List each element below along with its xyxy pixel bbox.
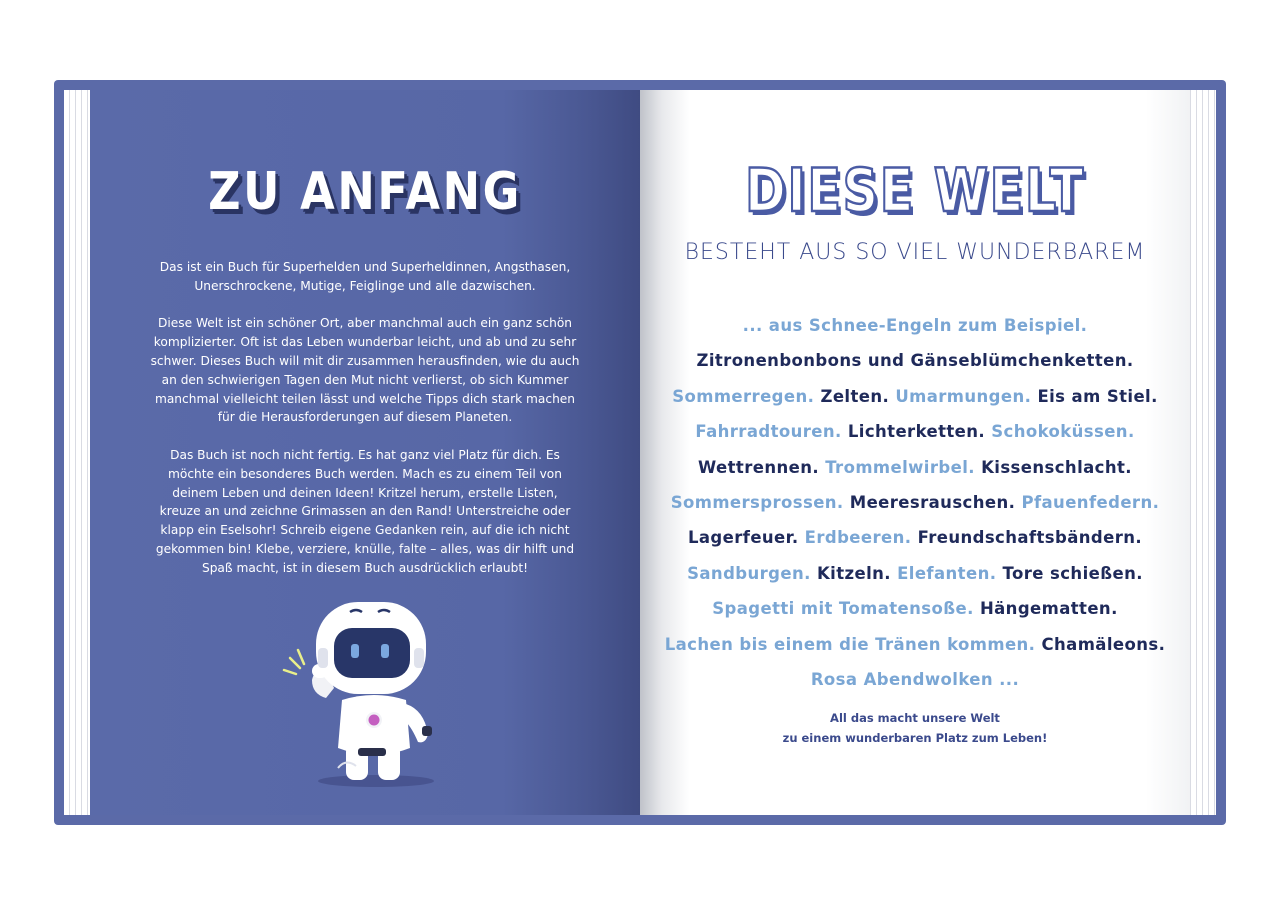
wonder-item: Rosa Abendwolken ... — [810, 670, 1020, 690]
right-page-subtitle: BESTEHT AUS SO VIEL WUNDERBAREM — [684, 240, 1146, 265]
intro-paragraph-1: Das ist ein Buch für Superhelden und Superheldinnen, Angsthasen, Unerschrockene, Mutige, Feiglinge und alle dazwischen. — [159, 260, 571, 293]
wonder-item: Erdbeeren. — [804, 528, 912, 548]
wonder-item: Elefanten. — [897, 563, 997, 583]
wonder-item: Fahrradtouren. — [695, 422, 842, 442]
wonder-item: Chamäleons. — [1041, 634, 1166, 654]
wonder-item: Trommelwirbel. — [825, 457, 975, 477]
right-page-edges — [1190, 90, 1216, 815]
wonder-line — [640, 485, 1190, 520]
wonder-item: Freundschaftsbändern. — [917, 528, 1143, 548]
left-page-title: ZU ANFANG — [208, 162, 522, 222]
wonder-line — [640, 662, 1190, 697]
left-page — [90, 90, 640, 815]
closing-text — [640, 708, 1190, 748]
wonder-item: Spagetti mit Tomatensoße. — [712, 599, 974, 619]
wonder-item: Lagerfeuer. — [687, 528, 799, 548]
wonder-item: Hängematten. — [979, 599, 1118, 619]
wonder-item: Pfauenfedern. — [1021, 493, 1160, 513]
left-page-edges — [64, 90, 90, 815]
robot-illustration — [278, 598, 468, 793]
closing-line-1: All das macht unsere Welt — [830, 711, 1000, 725]
wonder-item: Kitzeln. — [816, 563, 891, 583]
wonder-item: Sommersprossen. — [670, 493, 844, 513]
wonder-item: Sandburgen. — [687, 563, 811, 583]
wonder-list — [640, 308, 1190, 697]
wonder-item: Lichterketten. — [847, 422, 986, 442]
left-page-text — [150, 258, 580, 596]
wonder-item: Zelten. — [820, 386, 890, 406]
intro-paragraph-3: Das Buch ist noch nicht fertig. Es hat ganz viel Platz für dich. Es möchte ein besonderes Buch werden. Mach es zu einem Teil von deinem Leben und deinen Ideen! Kritzel herum, erstelle Listen, kreuze an und zeichne Grimassen an den Rand! Unterstreiche oder klapp ein Eselsohr! Schreib eigene Gedanken rein, auf die ich nicht gekommen bin! Klebe, verziere, knülle, falte – alles, was dir hilft und Spaß macht, ist in diesem Buch ausdrücklich erlaubt! — [155, 447, 575, 575]
open-book — [54, 80, 1226, 825]
right-page-title: DIESE WELT — [745, 156, 1085, 226]
wonder-item: Lachen bis einem die Tränen kommen. — [664, 634, 1036, 654]
wonder-line — [640, 414, 1190, 449]
wonder-line — [640, 556, 1190, 591]
wonder-item: Wettrennen. — [698, 457, 820, 477]
wonder-line — [640, 308, 1190, 343]
wonder-line — [640, 450, 1190, 485]
wonder-line — [640, 627, 1190, 662]
wonder-line — [640, 591, 1190, 626]
wonder-item: Meeresrauschen. — [849, 493, 1016, 513]
wonder-item: Eis am Stiel. — [1037, 386, 1158, 406]
intro-paragraph-2: Diese Welt ist ein schöner Ort, aber manchmal auch ein ganz schön komplizierter. Oft ist das Leben wunderbar leicht, und ab und zu sehr schwer. Dieses Buch will mit dir zusammen herausfinden, wie du auch an den schwierigen Tagen den Mut nicht verlierst, ob sich Kummer manchmal vielleicht teilen lässt und welche Tipps dich stark machen für die Herausforderungen auf diesem Planeten. — [150, 316, 580, 425]
wonder-item: Kissenschlacht. — [981, 457, 1132, 477]
wonder-item: Sommerregen. — [672, 386, 815, 406]
wonder-line — [640, 520, 1190, 555]
wonder-item: Tore schießen. — [1002, 563, 1143, 583]
wonder-item: Schokoküssen. — [991, 422, 1135, 442]
closing-line-2: zu einem wunderbaren Platz zum Leben! — [782, 731, 1048, 745]
right-page — [640, 90, 1190, 815]
wonder-item: Umarmungen. — [895, 386, 1032, 406]
wonder-item: ... aus Schnee-Engeln zum Beispiel. — [742, 316, 1088, 335]
wonder-line — [640, 379, 1190, 414]
wonder-line — [640, 343, 1190, 378]
wonder-item: Zitronenbonbons und Gänseblümchenketten. — [696, 351, 1134, 371]
